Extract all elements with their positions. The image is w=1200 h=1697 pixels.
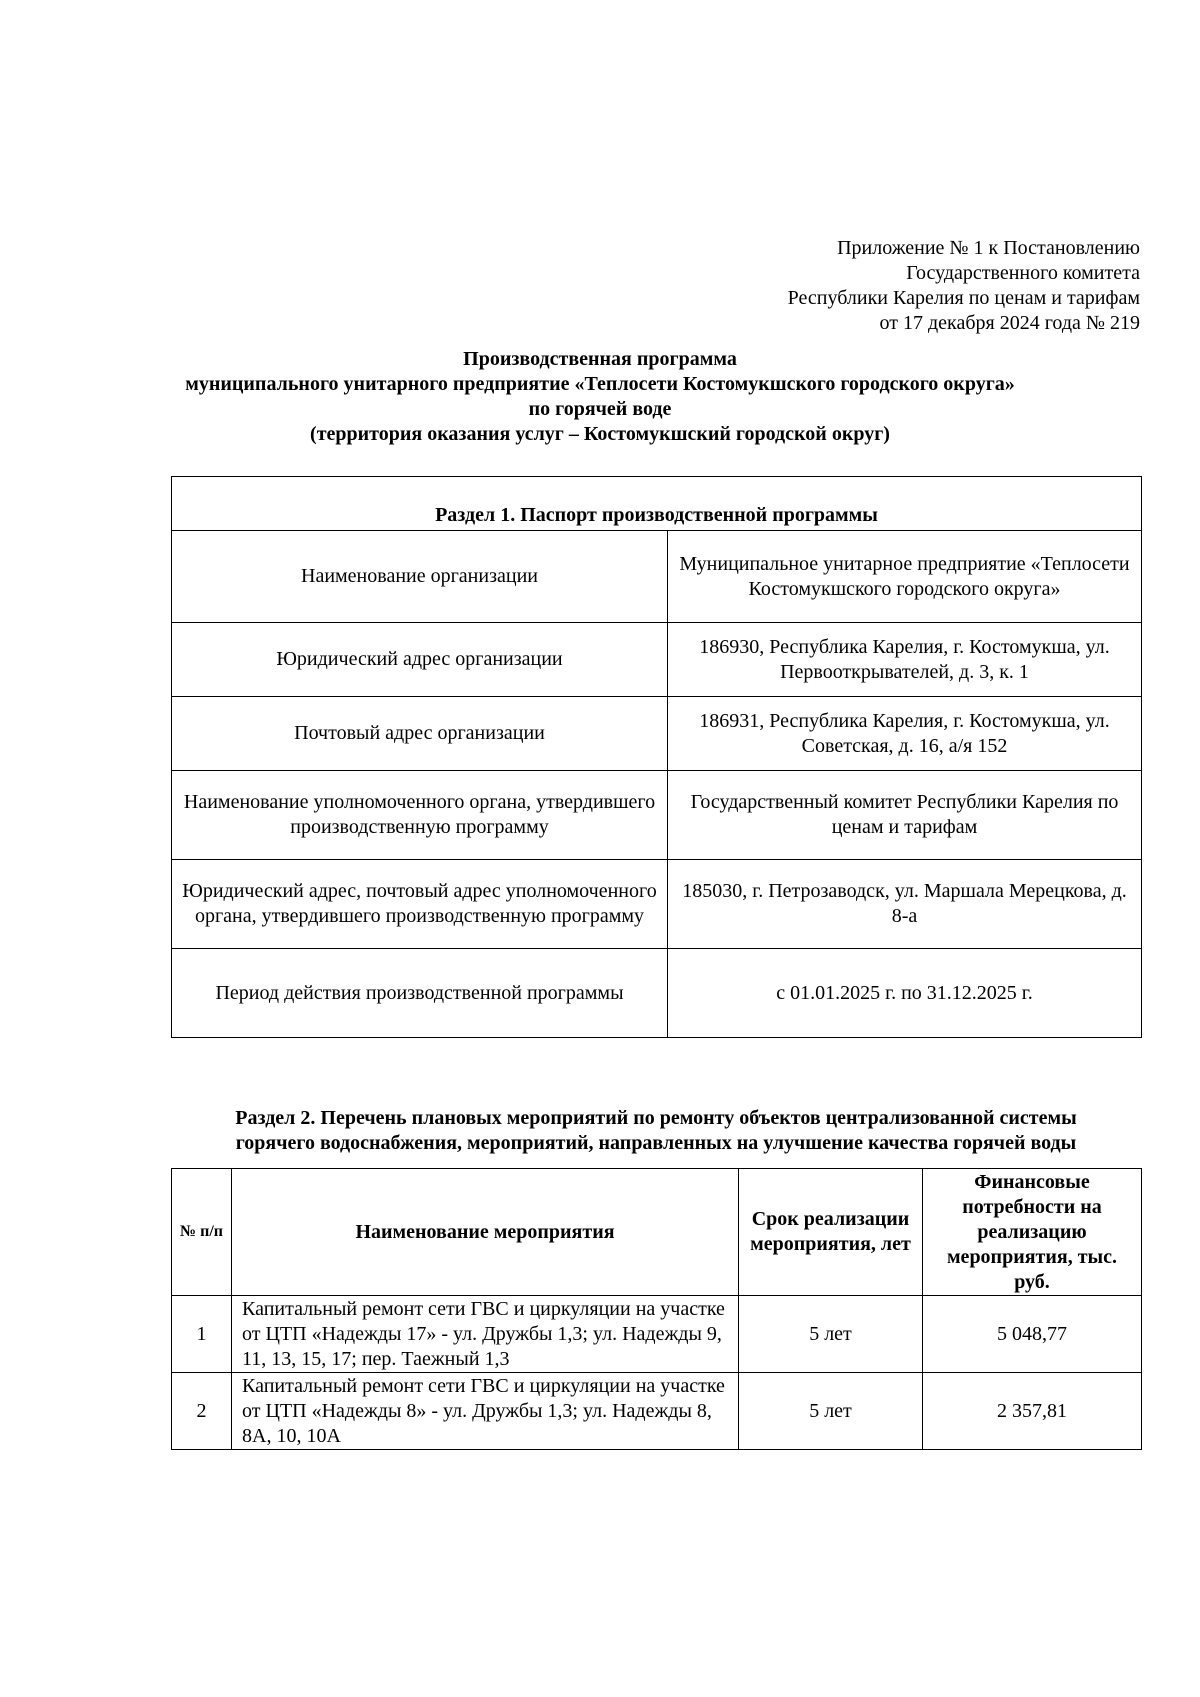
passport-row-label: Наименование организации [172,531,668,623]
passport-row-value: 186931, Республика Карелия, г. Костомукша, ул. Советская, д. 16, а/я 152 [668,697,1142,771]
passport-row [172,949,1142,1038]
col-header-finance: Финансовые потребности на реализацию мероприятия, тыс. руб. [923,1169,1142,1296]
section2-title-line-2: горячего водоснабжения, мероприятий, направленных на улучшение качества горячей воды [235,1132,1077,1154]
title-line-3: по горячей воде [528,398,672,420]
passport-row-label: Период действия производственной программы [172,949,668,1038]
passport-row [172,697,1142,771]
row-num: 2 [172,1373,232,1450]
passport-row-value: с 01.01.2025 г. по 31.12.2025 г. [668,949,1142,1038]
row-num: 1 [172,1296,232,1373]
annex-line-1: Приложение № 1 к Постановлению [837,237,1140,259]
row-term: 5 лет [739,1373,923,1450]
row-finance: 5 048,77 [923,1296,1142,1373]
section2-title-line-1: Раздел 2. Перечень плановых мероприятий по ремонту объектов централизованной системы [235,1107,1077,1129]
passport-row-label: Юридический адрес организации [172,623,668,697]
passport-row-value: 185030, г. Петрозаводск, ул. Маршала Мерецкова, д. 8-а [668,860,1142,949]
annex-line-4: от 17 декабря 2024 года № 219 [879,312,1140,334]
col-header-term: Срок реализации мероприятия, лет [739,1169,923,1296]
annex-line-2: Государственного комитета [906,262,1140,284]
row-name: Капитальный ремонт сети ГВС и циркуляции на участке от ЦТП «Надежды 8» - ул. Дружбы 1,3; ул. Надежды 8, 8А, 10, 10А [232,1373,739,1450]
passport-row [172,623,1142,697]
section2-title [171,1106,1141,1156]
passport-header: Раздел 1. Паспорт производственной программы [172,477,1142,531]
measures-header-row [172,1169,1142,1296]
row-name: Капитальный ремонт сети ГВС и циркуляции на участке от ЦТП «Надежды 17» - ул. Дружбы 1,3; ул. Надежды 9, 11, 13, 15, 17; пер. Таежный 1,3 [232,1296,739,1373]
passport-row [172,860,1142,949]
col-header-name: Наименование мероприятия [232,1169,739,1296]
passport-table [171,476,1142,1038]
measures-table [171,1168,1142,1450]
passport-row-label: Почтовый адрес организации [172,697,668,771]
passport-row [172,531,1142,623]
passport-row [172,771,1142,860]
table-row [172,1373,1142,1450]
passport-row-label: Наименование уполномоченного органа, утвердившего производственную программу [172,771,668,860]
title-line-1: Производственная программа [463,348,737,370]
passport-row-value: Муниципальное унитарное предприятие «Теплосети Костомукшского городского округа» [668,531,1142,623]
passport-row-label: Юридический адрес, почтовый адрес уполномоченного органа, утвердившего производственную программу [172,860,668,949]
passport-row-value: 186930, Республика Карелия, г. Костомукша, ул. Первооткрывателей, д. 3, к. 1 [668,623,1142,697]
passport-row-value: Государственный комитет Республики Карелия по ценам и тарифам [668,771,1142,860]
row-term: 5 лет [739,1296,923,1373]
table-row [172,1296,1142,1373]
annex-line-3: Республики Карелия по ценам и тарифам [787,287,1140,309]
title-line-2: муниципального унитарного предприятие «Теплосети Костомукшского городского округа» [185,373,1015,395]
title-line-4: (территория оказания услуг – Костомукшский городской округ) [310,423,890,445]
col-header-num: № п/п [172,1169,232,1296]
annex-header [640,236,1140,336]
document-title [160,347,1040,447]
row-finance: 2 357,81 [923,1373,1142,1450]
